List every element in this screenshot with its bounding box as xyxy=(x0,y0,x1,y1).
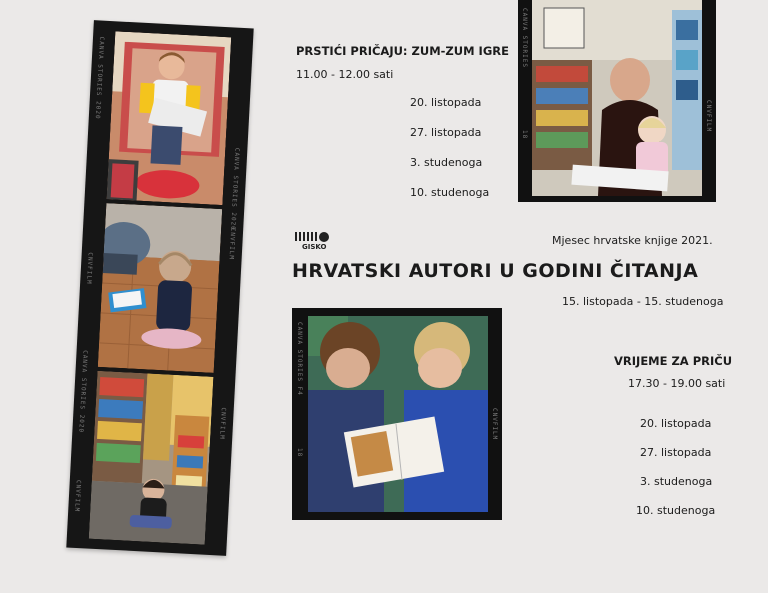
event2-time: 17.30 - 19.00 sati xyxy=(628,377,726,390)
photo-boy-reading-chair xyxy=(107,31,232,205)
header-subtitle: Mjesec hrvatske knjige 2021. xyxy=(552,234,713,247)
event2-date: 3. studenoga xyxy=(640,475,713,488)
svg-text:GISKO: GISKO xyxy=(302,243,327,250)
event2-date: 20. listopada xyxy=(640,417,712,430)
frame-edge-label: 18 xyxy=(521,130,528,140)
event1-date: 20. listopada xyxy=(410,96,482,109)
event1-date: 3. studenoga xyxy=(410,156,483,169)
event1-date: 10. studenoga xyxy=(410,186,490,199)
photo-frame-top-right xyxy=(518,0,716,202)
frame-edge-label: CANVA STORIES xyxy=(521,8,528,68)
film-edge-label: CANVA STORIES 2020 xyxy=(229,147,241,231)
event2-title: VRIJEME ZA PRIČU xyxy=(614,354,733,368)
film-edge-label: CNVFILM xyxy=(227,227,237,261)
frame-edge-label: CANVA STORIES F4 xyxy=(296,322,303,396)
event1-title: PRSTIĆI PRIČAJU: ZUM-ZUM IGRE xyxy=(296,44,509,58)
photo-child-in-library xyxy=(89,371,214,545)
library-logo xyxy=(294,230,330,250)
photo-two-boys-reading xyxy=(308,316,488,512)
page-title: HRVATSKI AUTORI U GODINI ČITANJA xyxy=(292,260,699,282)
frame-edge-label: 18 xyxy=(296,448,303,458)
film-edge-label: CNVFILM xyxy=(73,479,82,513)
photo-man-reading-to-girl xyxy=(532,0,702,196)
film-edge-label: CANVA STORIES 2020 xyxy=(93,36,106,120)
film-edge-label: CNVFILM xyxy=(218,407,227,440)
film-edge-label: CNVFILM xyxy=(85,252,94,285)
film-edge-label: CANVA STORIES 2020 xyxy=(77,349,89,434)
frame-edge-label: CNVFILM xyxy=(705,100,712,133)
event1-date: 27. listopada xyxy=(410,126,482,139)
event2-date: 10. studenoga xyxy=(636,504,716,517)
photo-frame-middle xyxy=(292,308,502,520)
header-date-range: 15. listopada - 15. studenoga xyxy=(562,295,724,308)
event1-time: 11.00 - 12.00 sati xyxy=(296,68,394,81)
photo-girl-on-floor xyxy=(98,203,222,373)
frame-edge-label: CNVFILM xyxy=(491,408,498,441)
event2-date: 27. listopada xyxy=(640,446,712,459)
film-strip xyxy=(66,20,253,556)
